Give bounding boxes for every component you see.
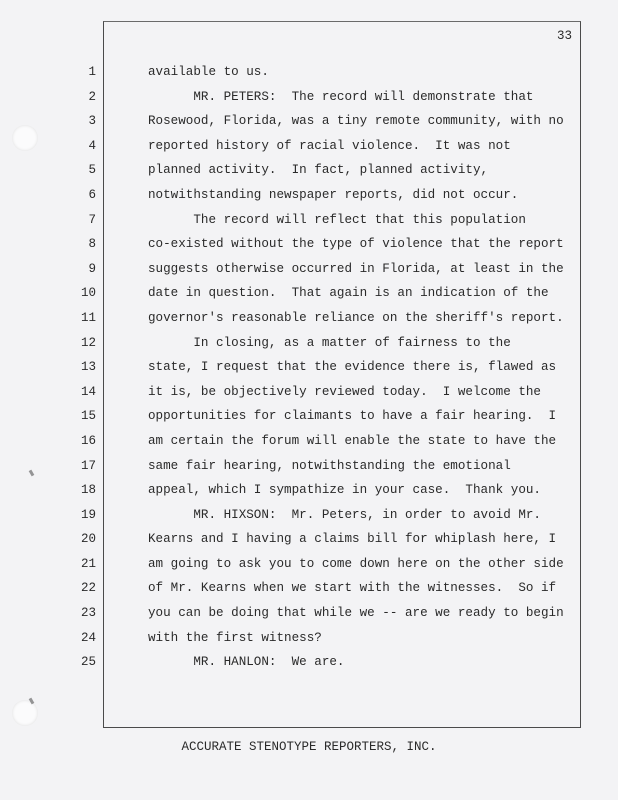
punch-hole-bottom (12, 700, 38, 726)
line-number: 10 (80, 286, 96, 301)
transcript-line: it is, be objectively reviewed today. I welcome the (148, 384, 541, 399)
line-number-column (60, 60, 96, 675)
page-number: 33 (556, 29, 572, 43)
transcript-line: governor's reasonable reliance on the sheriff's report. (148, 310, 564, 325)
transcript-line: with the first witness? (148, 630, 322, 645)
line-number: 15 (80, 409, 96, 424)
line-number: 24 (80, 630, 96, 645)
line-number: 5 (88, 163, 96, 178)
line-number: 14 (80, 384, 96, 399)
line-number: 2 (88, 89, 96, 104)
punch-hole-top (12, 125, 38, 151)
transcript-line: of Mr. Kearns when we start with the witnesses. So if (148, 581, 557, 596)
transcript-line: am going to ask you to come down here on the other side (148, 556, 564, 571)
transcript-line: date in question. That again is an indication of the (148, 286, 549, 301)
reporter-footer: ACCURATE STENOTYPE REPORTERS, INC. (181, 740, 437, 754)
line-number: 9 (88, 261, 96, 276)
transcript-line: suggests otherwise occurred in Florida, at least in the (148, 261, 564, 276)
line-number: 23 (80, 606, 96, 621)
transcript-line: state, I request that the evidence there is, flawed as (148, 360, 557, 375)
line-number: 11 (80, 310, 96, 325)
line-number: 1 (88, 65, 96, 79)
line-number: 16 (80, 433, 96, 448)
transcript-line: notwithstanding newspaper reports, did not occur. (148, 187, 519, 202)
transcript-line: you can be doing that while we -- are we ready to begin (148, 606, 564, 621)
transcript-line: In closing, as a matter of fairness to the (148, 335, 511, 350)
line-number: 17 (80, 458, 96, 473)
line-number: 7 (88, 212, 96, 227)
line-number: 21 (80, 556, 96, 571)
transcript-line: The record will reflect that this population (148, 212, 526, 227)
transcript-line: Rosewood, Florida, was a tiny remote community, with no (148, 114, 564, 129)
line-number: 6 (88, 187, 96, 202)
transcript-line: opportunities for claimants to have a fair hearing. I (148, 409, 557, 424)
scan-mark (29, 470, 35, 477)
transcript-line: appeal, which I sympathize in your case. Thank you. (148, 483, 541, 498)
line-number: 18 (80, 483, 96, 498)
transcript-line: am certain the forum will enable the state to have the (148, 433, 557, 448)
transcript-text (148, 60, 578, 675)
transcript-line: MR. HIXSON: Mr. Peters, in order to avoid Mr. (148, 507, 541, 522)
transcript-line: MR. HANLON: We are. (148, 655, 345, 670)
line-number: 19 (80, 507, 96, 522)
line-number: 8 (88, 237, 96, 252)
transcript-line: planned activity. In fact, planned activity, (148, 163, 489, 178)
transcript-line: available to us. (148, 65, 269, 79)
transcript-line: MR. PETERS: The record will demonstrate that (148, 89, 534, 104)
line-number: 13 (80, 360, 96, 375)
transcript-line: co-existed without the type of violence that the report (148, 237, 564, 252)
transcript-line: same fair hearing, notwithstanding the emotional (148, 458, 511, 473)
line-number: 25 (80, 655, 96, 670)
transcript-line: Kearns and I having a claims bill for whiplash here, I (148, 532, 557, 547)
line-number: 20 (80, 532, 96, 547)
line-number: 3 (88, 114, 96, 129)
transcript-line: reported history of racial violence. It was not (148, 138, 511, 153)
line-number: 22 (80, 581, 96, 596)
line-number: 4 (88, 138, 96, 153)
line-number: 12 (80, 335, 96, 350)
